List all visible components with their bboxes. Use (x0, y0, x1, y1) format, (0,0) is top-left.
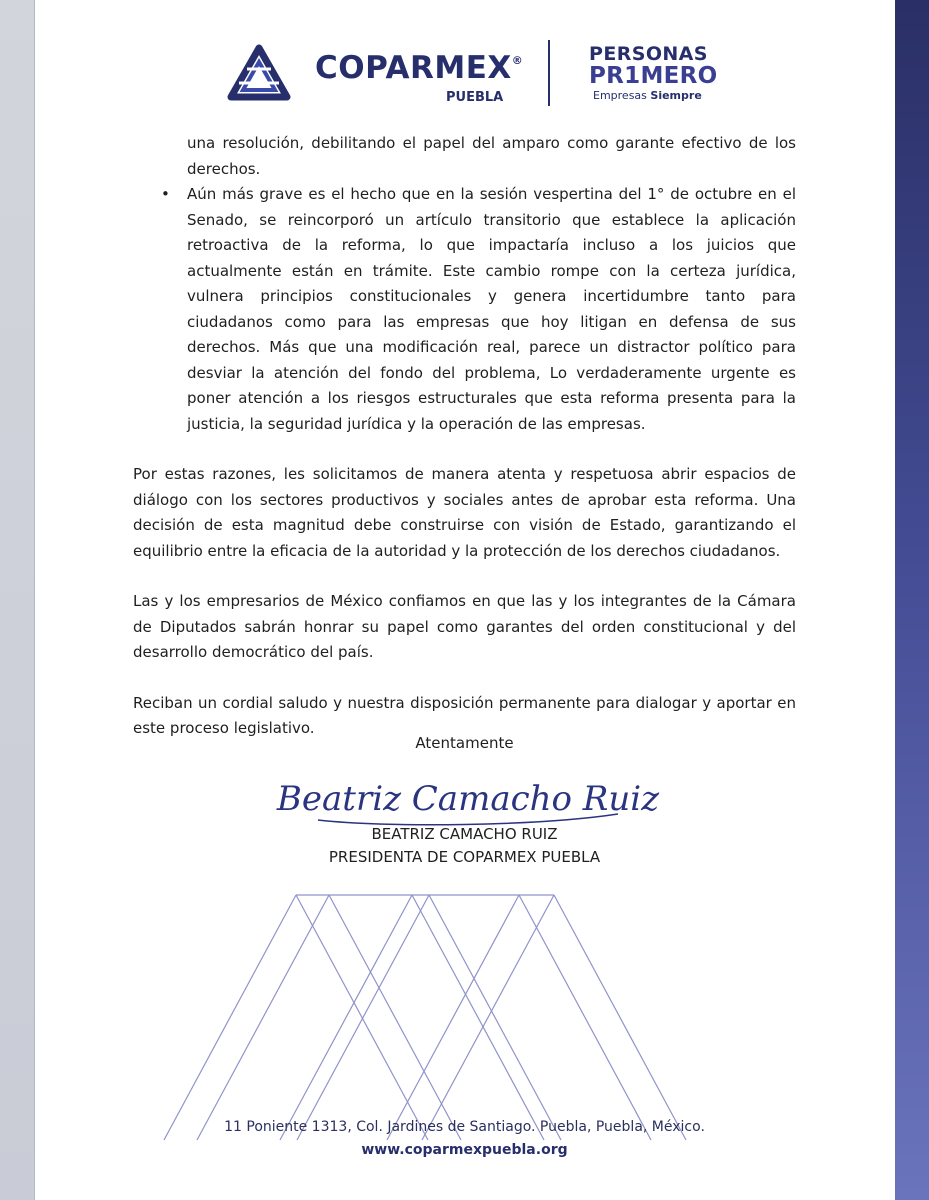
footer-website: www.coparmexpuebla.org (361, 1142, 568, 1158)
handwritten-signature (276, 770, 660, 830)
bullet-list (133, 131, 796, 437)
tagline-personas: PERSONAS (589, 43, 708, 65)
page-right-edge (895, 0, 929, 1200)
paragraph-confianza: Las y los empresarios de México confiamos en que las y los integrantes de la Cámara de Diputados sabrán honrar su papel como garantes del orden constitucional y del desarrollo democrático del país. (133, 592, 796, 661)
letter-body (133, 131, 796, 742)
coparmex-logo-icon (225, 42, 293, 104)
footer-triangle-pattern (34, 890, 895, 1140)
bullet-continued: una resolución, debilitando el papel del amparo como garante efectivo de los derechos. (187, 134, 796, 178)
registered-mark: ® (511, 54, 524, 67)
paragraph-solicitud: Por estas razones, les solicitamos de manera atenta y respetuosa abrir espacios de diálogo con los sectores productivos y sociales antes de aprobar esta reforma. Una decisión de esta magnitud debe construirse con visión de Estado, garantizando el equilibrio entre la eficacia de la autoridad y la protección de los derechos ciudadanos. (133, 465, 796, 560)
salutation: Atentamente (415, 734, 514, 752)
paragraph-saludo: Reciban un cordial saludo y nuestra disposición permanente para dialogar y aportar en este proceso legislativo. (133, 693, 796, 737)
header-divider (548, 40, 550, 106)
signer-title: PRESIDENTA DE COPARMEX PUEBLA (328, 848, 601, 866)
page-left-edge (0, 0, 35, 1200)
bullet-retroactividad: • Aún más grave es el hecho que en la sesión vespertina del 1° de octubre en el Senado, se reincorporó un artículo transitorio que establece la aplicación retroactiva de la reforma, lo que impactaría incluso a los juicios que actualmente están en trámite. Este cambio rompe con la certeza jurídica, vulnera principios constitucionales y genera incertidumbre tanto para ciudadanos como para las empresas que hoy litigan en defensa de sus derechos. Más que una modificación real, parece un distractor político para desviar la atención del fondo del problema, Lo verdaderamente urgente es poner atención a los riesgos estructurales que esta reforma presenta para la justicia, la seguridad jurídica y la operación de las empresas. (187, 182, 796, 437)
brand-name: COPARMEX® (315, 50, 524, 86)
brand-city: PUEBLA (446, 90, 504, 105)
letterhead (225, 38, 718, 108)
signer-name: BEATRIZ CAMACHO RUIZ (371, 825, 558, 843)
tagline-primero: PR1MERO (589, 63, 718, 89)
tagline-empresas-siempre: Empresas Siempre (593, 89, 702, 102)
signature-text: Beatriz Camacho Ruiz (276, 779, 660, 819)
footer-address: 11 Poniente 1313, Col. Jardines de Santiago. Puebla, Puebla, México. (224, 1119, 705, 1135)
